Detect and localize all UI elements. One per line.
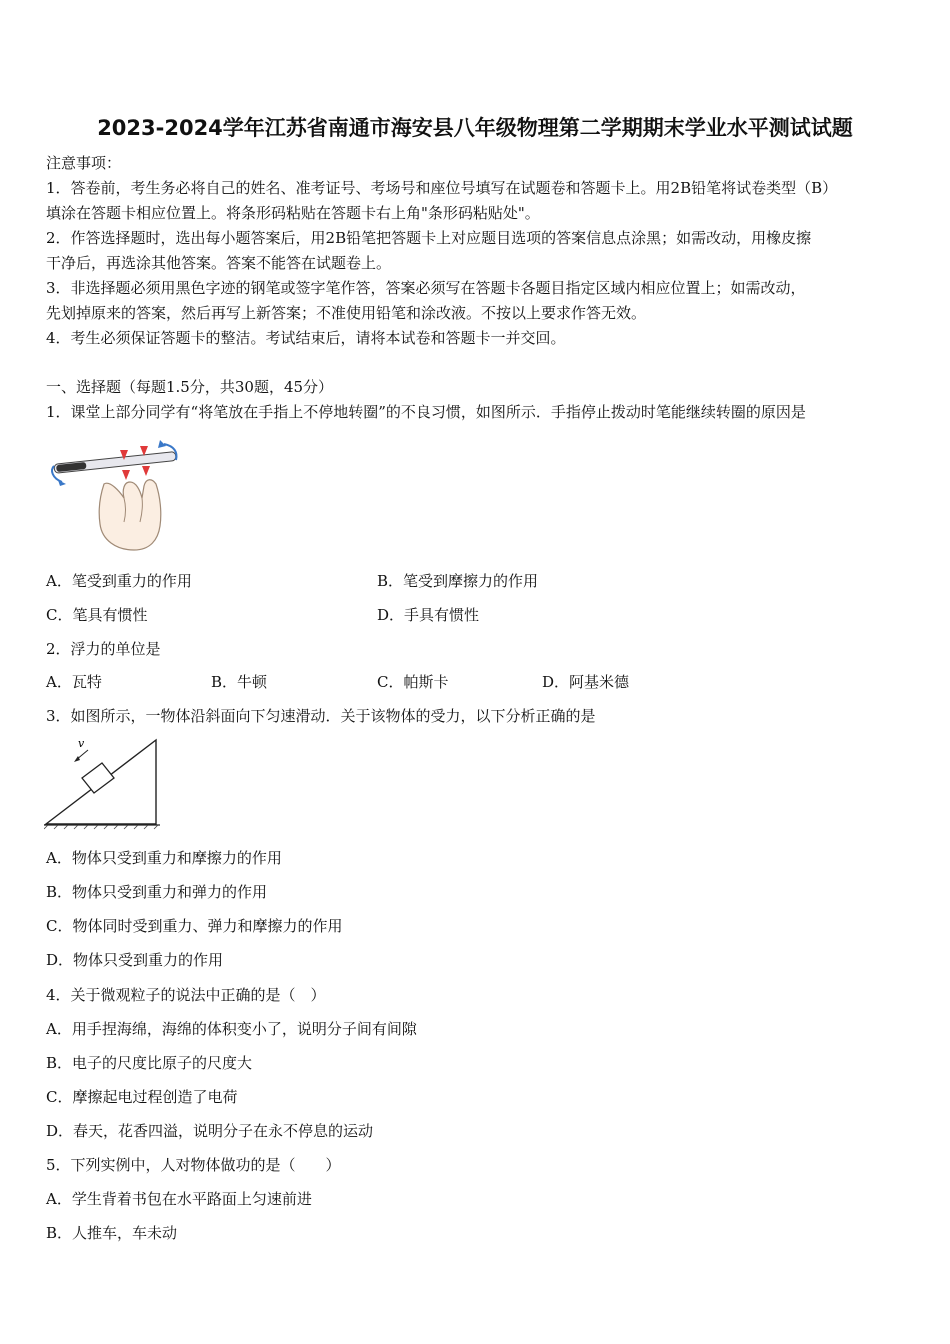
red-arrow-icon [142,466,150,476]
notice-line: 3．非选择题必须用黑色字迹的钢笔或签字笔作答，答案必须写在答题卡各题目指定区域内相应位置上；如需改动， [46,279,806,297]
notice-line: 1．答卷前，考生务必将自己的姓名、准考证号、考场号和座位号填写在试题卷和答题卡上。用2B铅笔将试卷类型（B） [46,179,838,197]
option-d: D．物体只受到重力的作用 [46,951,224,969]
question-5-stem: 5．下列实例中，人对物体做功的是（ ） [46,1156,341,1174]
option-d: D．春天，花香四溢，说明分子在永不停息的运动 [46,1122,374,1140]
pen-spinning-figure [44,436,184,554]
option-d: D．阿基米德 [542,673,630,691]
question-3-stem: 3．如图所示，一物体沿斜面向下匀速滑动．关于该物体的受力，以下分析正确的是 [46,707,596,725]
option-b: B．物体只受到重力和弹力的作用 [46,883,268,901]
question-1-stem: 1．课堂上部分同学有“将笔放在手指上不停地转圈”的不良习惯，如图所示．手指停止拨动时笔能继续转圈的原因是 [46,403,806,421]
notice-heading: 注意事项： [46,154,122,172]
question-2-stem: 2．浮力的单位是 [46,640,161,658]
option-a: A．学生背着书包在水平路面上匀速前进 [46,1190,312,1208]
red-arrow-icon [122,470,130,480]
rotation-arrow-head-icon [58,480,66,486]
notice-line: 4．考生必须保证答题卡的整洁。考试结束后，请将本试卷和答题卡一并交回。 [46,329,566,347]
section-heading: 一、选择题（每题1.5分，共30题，45分） [46,378,334,396]
option-a: A．笔受到重力的作用 [46,572,192,590]
notice-line: 干净后，再选涂其他答案。答案不能答在试题卷上。 [46,254,392,272]
question-4-stem: 4．关于微观粒子的说法中正确的是（ ） [46,986,326,1004]
option-b: B．人推车，车未动 [46,1224,178,1242]
notice-line: 填涂在答题卡相应位置上。将条形码粘贴在答题卡右上角"条形码粘贴处"。 [46,204,540,222]
page-title: 2023-2024学年江苏省南通市海安县八年级物理第二学期期末学业水平测试试题 [97,116,853,140]
option-b: B．笔受到摩擦力的作用 [377,572,539,590]
velocity-label: v [78,737,85,750]
option-c: C．帕斯卡 [377,673,449,691]
option-c: C．物体同时受到重力、弹力和摩擦力的作用 [46,917,343,935]
option-c: C．摩擦起电过程创造了电荷 [46,1088,238,1106]
incline-figure [44,736,160,830]
option-a: A．瓦特 [46,673,102,691]
option-c: C．笔具有惯性 [46,606,148,624]
option-b: B．电子的尺度比原子的尺度大 [46,1054,253,1072]
block [82,763,114,793]
option-a: A．物体只受到重力和摩擦力的作用 [46,849,282,867]
notice-line: 2．作答选择题时，选出每小题答案后，用2B铅笔把答题卡上对应题目选项的答案信息点涂黑；如需改动，用橡皮擦 [46,229,812,247]
option-b: B．牛顿 [211,673,268,691]
notice-line: 先划掉原来的答案，然后再写上新答案；不准使用铅笔和涂改液。不按以上要求作答无效。 [46,304,647,322]
hand-shape [99,480,161,550]
option-d: D．手具有惯性 [377,606,480,624]
option-a: A．用手捏海绵，海绵的体积变小了，说明分子间有间隙 [46,1020,417,1038]
